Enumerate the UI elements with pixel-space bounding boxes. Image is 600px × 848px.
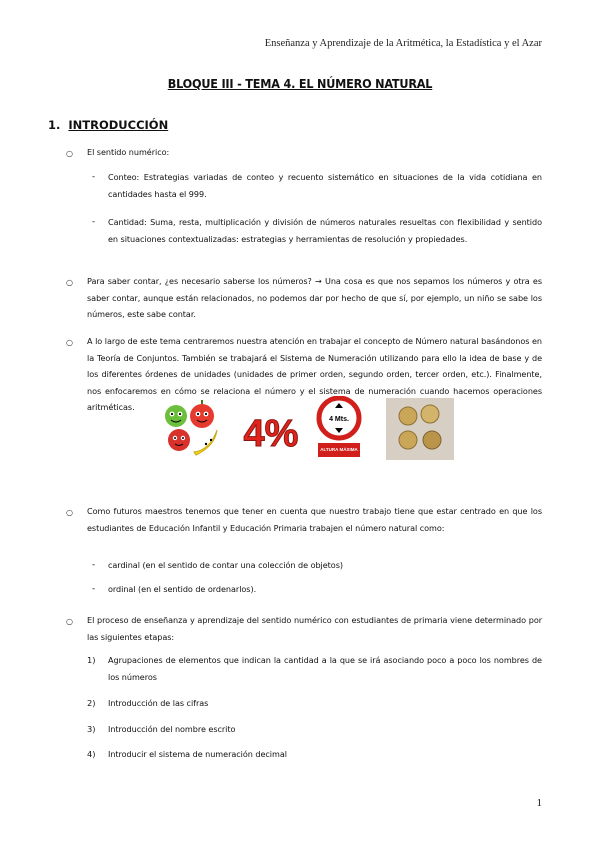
step-number: 2) xyxy=(87,698,96,708)
sign-top-text: 4 Mts. xyxy=(329,416,349,423)
bullet-marker: ○ xyxy=(66,617,73,626)
section-heading xyxy=(48,118,168,132)
list-item: cardinal (en el sentido de contar una colección de objetos) xyxy=(108,560,343,570)
page-header: Enseñanza y Aprendizaje de la Aritmética, la Estadística y el Azar xyxy=(264,38,542,49)
step-number: 3) xyxy=(87,724,96,734)
step-text: Introducir el sistema de numeración decimal xyxy=(108,749,287,759)
bullet-marker: ○ xyxy=(66,278,73,287)
step-text: Introducción del nombre escrito xyxy=(108,724,236,734)
step-text: Agrupaciones de elementos que indican la cantidad a la que se irá asociando poco a poco los nombres de los números xyxy=(108,655,542,682)
list-item: Conteo: Estrategias variadas de conteo y recuento sistemático en situaciones de la vida cotidiana en cantidades hasta el 999. xyxy=(108,172,542,199)
bullet-text: El sentido numérico: xyxy=(87,147,170,157)
dash-marker: - xyxy=(92,584,96,594)
dash-marker: - xyxy=(92,172,96,182)
coins-illustration xyxy=(386,398,454,460)
page-title: BLOQUE III - TEMA 4. EL NÚMERO NATURAL xyxy=(167,76,433,91)
step-text: Introducción de las cifras xyxy=(108,698,209,708)
bullet-marker: ○ xyxy=(66,338,73,347)
page-number: 1 xyxy=(536,797,542,809)
bullet-marker: ○ xyxy=(66,508,73,517)
step-number: 4) xyxy=(87,749,96,759)
section-title: INTRODUCCIÓN xyxy=(68,118,169,132)
dash-marker: - xyxy=(92,217,96,227)
dash-marker: - xyxy=(92,560,96,570)
bullet-text: Para saber contar, ¿es necesario saberse los números? → Una cosa es que nos sepamos los números y otra es saber contar, aunque están relacionados, no podemos dar por hecho de que sí, por ejemplo, un niño se sabe los números, este sabe contar. xyxy=(87,276,542,319)
list-item: ordinal (en el sentido de ordenarlos). xyxy=(108,584,257,594)
step-number: 1) xyxy=(87,655,96,665)
section-number: 1. xyxy=(48,118,61,132)
height-limit-sign-icon xyxy=(316,396,362,466)
percent-text: 4% xyxy=(243,413,299,455)
bullet-marker: ○ xyxy=(66,149,73,158)
percent-illustration xyxy=(242,400,300,460)
bullet-text: Como futuros maestros tenemos que tener en cuenta que nuestro trabajo tiene que estar centrado en que los estudiantes de Educación Infantil y Educación Primaria trabajen el número natural como: xyxy=(87,506,542,533)
list-item: Cantidad: Suma, resta, multiplicación y división de números naturales resueltas con flexibilidad y sentido en situaciones contextualizadas: estrategias y herramientas de resolución y propiedades. xyxy=(108,217,542,244)
bullet-text: El proceso de enseñanza y aprendizaje del sentido numérico con estudiantes de primaria viene determinado por las siguientes etapas: xyxy=(87,615,542,642)
sign-bottom-text: ALTURA MÁXIMA xyxy=(320,447,358,452)
fruit-illustration xyxy=(160,400,222,458)
illustrations xyxy=(160,396,482,478)
bullet-text: A lo largo de este tema centraremos nuestra atención en trabajar el concepto de Número natural basándonos en la Teoría de Conjuntos. También se trabajará el Sistema de Numeración utilizando para ello la idea de base y de los diferentes órdenes de unidades (unidades de primer orden, segundo orden, tercer orden, etc.). Finalmente, nos enfocaremos en cómo se relaciona el número y el sistema de numeración cuando hacemos operaciones aritméticas. xyxy=(87,336,542,412)
